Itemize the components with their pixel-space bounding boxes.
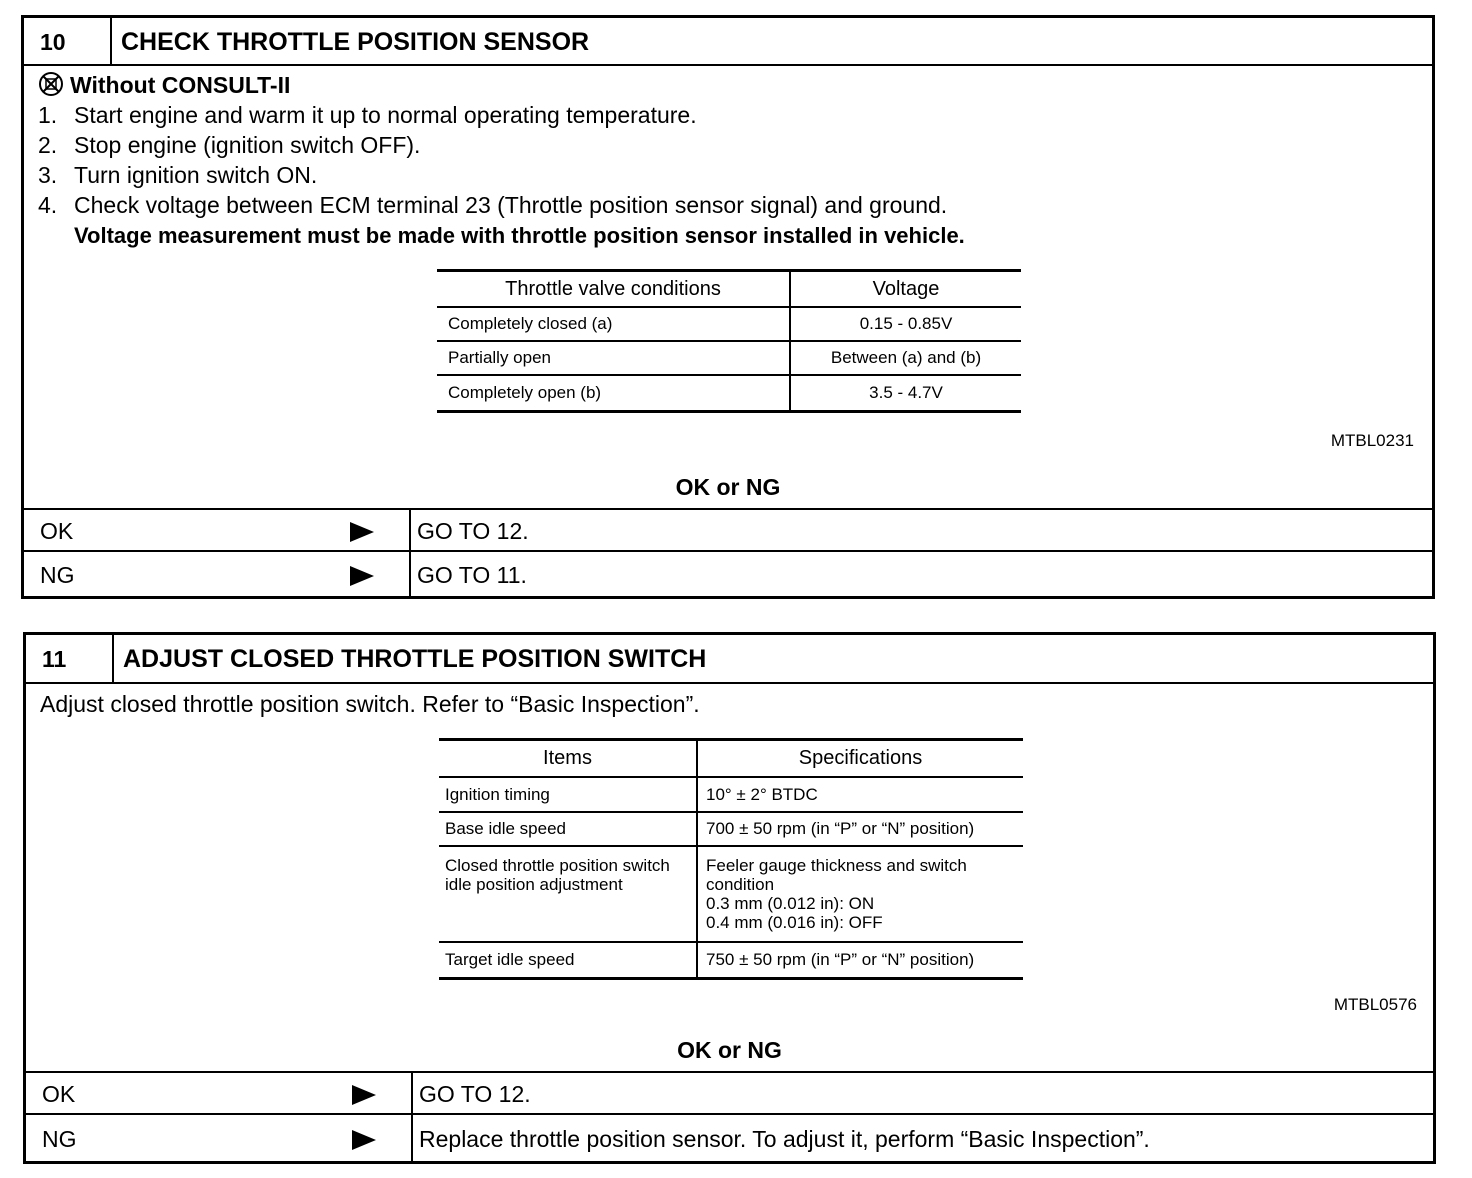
list-text: Stop engine (ignition switch OFF). (74, 132, 421, 158)
table-header: Throttle valve conditions (437, 272, 791, 306)
list-item (38, 162, 317, 189)
result-label: NG (42, 1126, 77, 1152)
table-cell: 700 ± 50 rpm (in “P” or “N” position) (706, 819, 975, 838)
instruction-text: Adjust closed throttle position switch. Refer to “Basic Inspection”. (40, 691, 700, 717)
list-number: 3. (38, 162, 58, 188)
result-label: OK (42, 1081, 76, 1107)
list-number: 4. (38, 192, 58, 218)
table-cell: 0.15 - 0.85V (859, 314, 953, 333)
measurement-note: Voltage measurement must be made with throttle position sensor installed in vehicle. (74, 223, 965, 248)
list-number: 2. (38, 132, 58, 158)
table-cell: Completely open (b) (437, 376, 791, 410)
step-number: 10 (24, 18, 112, 64)
right-arrow-icon (352, 1085, 376, 1105)
result-row-ng (24, 550, 1432, 598)
result-row-ng (26, 1113, 1433, 1163)
step-11-panel (23, 632, 1436, 1164)
table-reference: MTBL0576 (1333, 995, 1417, 1014)
table-cell: Completely closed (a) (437, 308, 791, 340)
result-label: NG (40, 562, 75, 588)
list-text: Turn ignition switch ON. (74, 162, 318, 188)
table-row (439, 778, 1023, 813)
list-text: Start engine and warm it up to normal operating temperature. (74, 102, 697, 128)
decision-label: OK or NG (677, 1037, 782, 1063)
step-title: ADJUST CLOSED THROTTLE POSITION SWITCH (123, 645, 707, 673)
table-cell: 750 ± 50 rpm (in “P” or “N” position) (706, 950, 975, 969)
decision-label: OK or NG (675, 474, 781, 500)
table-header: Items (439, 741, 698, 776)
result-action: Replace throttle position sensor. To adjust it, perform “Basic Inspection”. (419, 1126, 1150, 1152)
right-arrow-icon (350, 566, 374, 586)
table-cell: 3.5 - 4.7V (869, 383, 943, 402)
result-row-ok (24, 508, 1432, 554)
table-header-row (439, 741, 1023, 778)
table-cell: Partially open (437, 342, 791, 374)
divider (409, 510, 411, 554)
step-title: CHECK THROTTLE POSITION SENSOR (121, 28, 590, 56)
result-action: GO TO 12. (419, 1081, 531, 1107)
table-cell: Closed throttle position switch idle position adjustment (439, 847, 698, 941)
table-row (437, 376, 1021, 410)
result-label: OK (40, 518, 74, 544)
table-row (439, 943, 1023, 977)
table-cell: Base idle speed (439, 813, 698, 845)
divider (411, 1073, 413, 1117)
mode-label-text: Without CONSULT-II (70, 72, 291, 98)
right-arrow-icon (350, 522, 374, 542)
table-header: Specifications (798, 747, 923, 769)
list-item (38, 192, 947, 219)
table-cell: 10° ± 2° BTDC (706, 784, 818, 804)
table-header-row (437, 272, 1021, 308)
table-row (437, 308, 1021, 342)
step-number: 11 (26, 635, 114, 682)
no-consult-icon (38, 71, 64, 103)
spec-table (439, 738, 1023, 980)
step-10-panel (21, 15, 1435, 599)
list-number: 1. (38, 102, 58, 128)
table-cell: Feeler gauge thickness and switch condition 0.3 mm (0.012 in): ON 0.4 mm (0.016 in): OFF (706, 856, 967, 932)
result-action: GO TO 12. (417, 518, 529, 544)
table-row (439, 847, 1023, 943)
divider (409, 552, 411, 598)
table-row (437, 342, 1021, 376)
list-item (38, 102, 697, 129)
table-cell: Ignition timing (439, 778, 698, 811)
result-action: GO TO 11. (417, 562, 527, 588)
mode-label (38, 71, 290, 103)
divider (411, 1115, 413, 1163)
table-row (439, 813, 1023, 847)
table-header: Voltage (872, 277, 940, 300)
list-item (38, 132, 420, 159)
table-cell: Target idle speed (439, 943, 698, 977)
right-arrow-icon (352, 1130, 376, 1150)
list-text: Check voltage between ECM terminal 23 (Throttle position sensor signal) and ground. (74, 192, 948, 218)
table-cell: Between (a) and (b) (830, 348, 982, 367)
step-10-header (24, 18, 1432, 66)
voltage-table (437, 269, 1021, 413)
result-row-ok (26, 1071, 1433, 1117)
step-11-header (26, 635, 1433, 684)
table-reference: MTBL0231 (1330, 431, 1414, 450)
